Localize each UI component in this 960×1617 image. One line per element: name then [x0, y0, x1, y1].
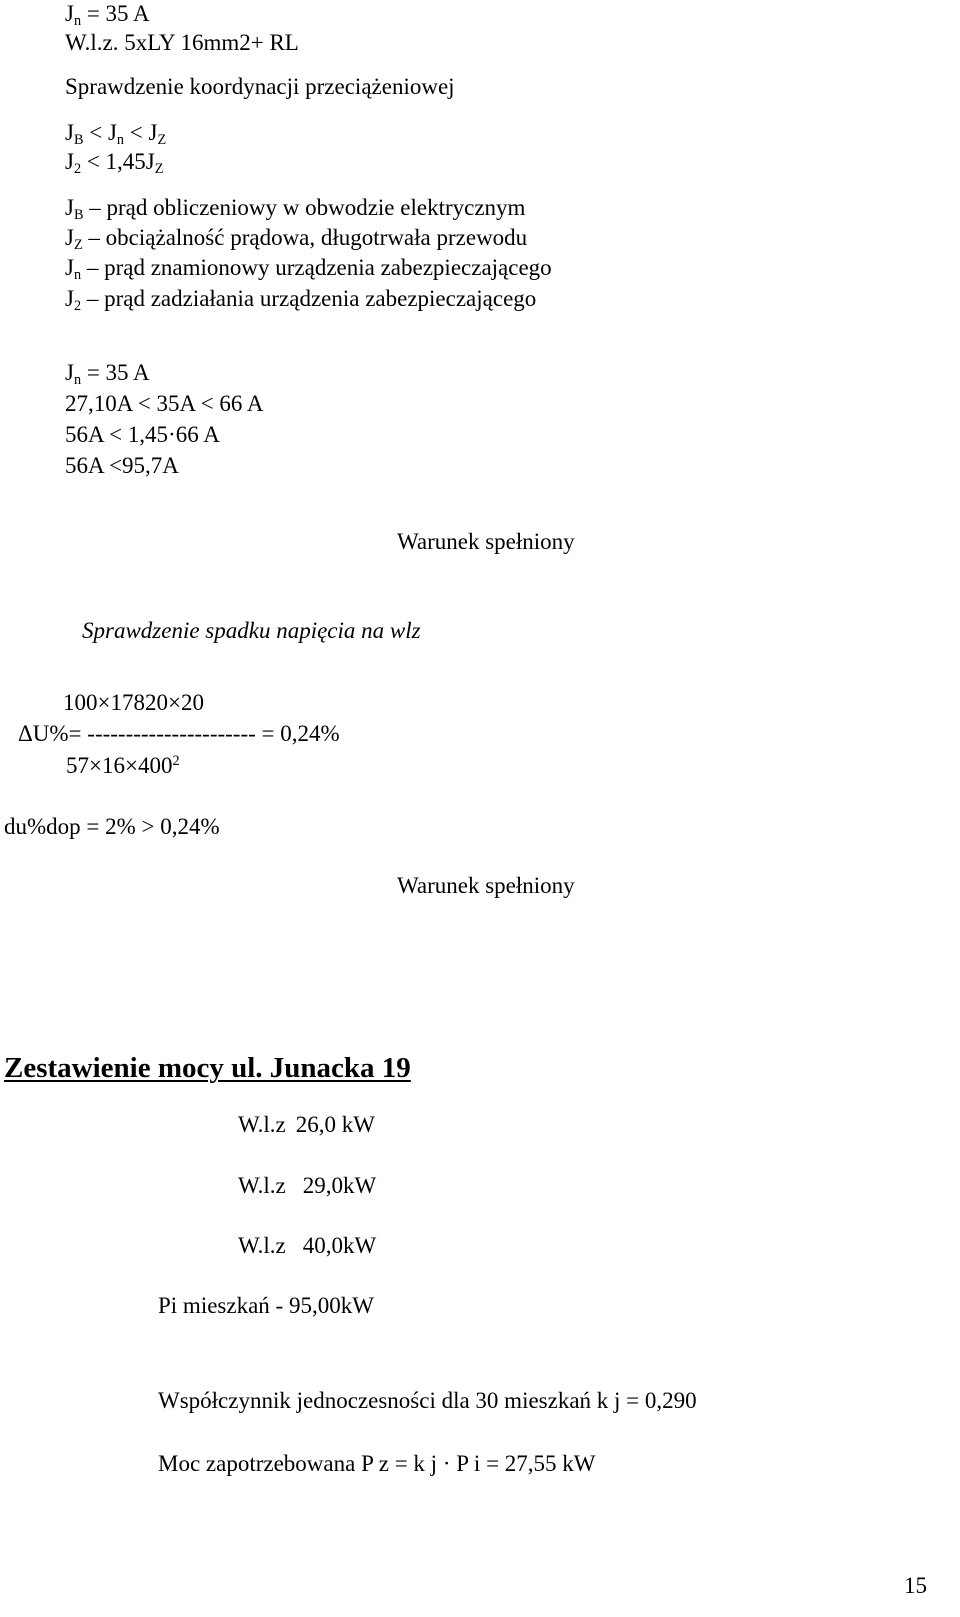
calc-jn-sub: n — [73, 371, 82, 388]
fraction-dashes: ---------------------- — [87, 721, 256, 746]
calc-jn-value: = 35 A — [81, 360, 150, 385]
formula-numerator: 100×17820×20 — [63, 690, 204, 715]
permissible-drop: du%dop = 2% > 0,24% — [4, 814, 220, 839]
simultaneity-coefficient: Współczynnik jednoczesności dla 30 mieszkań k j = 0,290 — [158, 1388, 697, 1413]
jn-value: = 35 A — [81, 1, 150, 26]
wlz-label: W.l.z — [238, 1112, 286, 1137]
cond2-j2-sub: 2 — [73, 160, 82, 177]
formula-denominator — [66, 754, 180, 777]
calc-jn-line — [65, 360, 150, 388]
definition-line — [65, 286, 537, 314]
wlz-label: W.l.z — [238, 1173, 286, 1198]
def-text: – prąd obliczeniowy w obwodzie elektrycznym — [83, 195, 526, 220]
formula-equation — [18, 722, 340, 745]
def-subscript: B — [73, 206, 84, 223]
definition-line — [65, 225, 528, 253]
condition-1 — [65, 120, 167, 148]
calc-line: 56A < 1,45·66 A — [65, 422, 220, 447]
cond1-jn: < J — [83, 120, 117, 145]
cond1-jb-sub: B — [73, 131, 84, 148]
def-subscript: 2 — [73, 297, 82, 314]
calc-line: 56A <95,7A — [65, 453, 179, 478]
jn-symbol: J — [65, 1, 74, 26]
equation-result: = 0,24% — [255, 721, 340, 746]
equation-left: ΔU%= — [18, 721, 88, 746]
installed-power: Pi mieszkań - 95,00kW — [158, 1293, 374, 1318]
def-symbol: J — [65, 195, 74, 220]
jn-rating-line — [65, 1, 150, 29]
definition-line — [65, 255, 552, 283]
cond1-jn-sub: n — [116, 131, 125, 148]
page-number: 15 — [904, 1573, 927, 1598]
cable-spec: W.l.z. 5xLY 16mm2+ RL — [65, 30, 299, 55]
definition-line — [65, 195, 526, 223]
denominator-base: 57×16×400 — [66, 753, 173, 778]
def-text: – prąd znamionowy urządzenia zabezpieczającego — [81, 255, 552, 280]
cond1-jz: < J — [124, 120, 158, 145]
def-symbol: J — [65, 225, 74, 250]
demand-power: Moc zapotrzebowana P z = k j · P i = 27,55 kW — [158, 1451, 596, 1476]
wlz-label: W.l.z — [238, 1233, 286, 1258]
cond1-jz-sub: Z — [157, 131, 167, 148]
wlz-value: 26,0 kW — [295, 1112, 375, 1137]
cond2-j2: J — [65, 149, 74, 174]
jn-subscript: n — [73, 12, 82, 29]
def-symbol: J — [65, 286, 74, 311]
wlz-value: 29,0kW — [302, 1173, 377, 1198]
def-subscript: n — [73, 266, 82, 283]
wlz-value: 40,0kW — [302, 1233, 377, 1258]
wlz-power-row — [238, 1174, 376, 1197]
def-symbol: J — [65, 255, 74, 280]
def-subscript: Z — [73, 236, 83, 253]
cond2-rest-sub: Z — [154, 160, 164, 177]
denominator-exponent: 2 — [172, 753, 180, 770]
wlz-power-row — [238, 1113, 375, 1136]
power-summary-heading: Zestawienie mocy ul. Junacka 19 — [4, 1052, 411, 1084]
cond1-jb: J — [65, 120, 74, 145]
def-text: – obciążalność prądowa, długotrwała przewodu — [82, 225, 528, 250]
voltage-drop-result: Warunek spełniony — [397, 873, 575, 898]
calc-jn-symbol: J — [65, 360, 74, 385]
wlz-power-row — [238, 1234, 376, 1257]
condition-2 — [65, 149, 164, 177]
def-text: – prąd zadziałania urządzenia zabezpieczającego — [81, 286, 537, 311]
cond2-rest: < 1,45J — [81, 149, 155, 174]
voltage-drop-title: Sprawdzenie spadku napięcia na wlz — [82, 618, 421, 643]
calc-line: 27,10A < 35A < 66 A — [65, 391, 264, 416]
overload-result: Warunek spełniony — [397, 529, 575, 554]
overload-title: Sprawdzenie koordynacji przeciążeniowej — [65, 74, 455, 99]
